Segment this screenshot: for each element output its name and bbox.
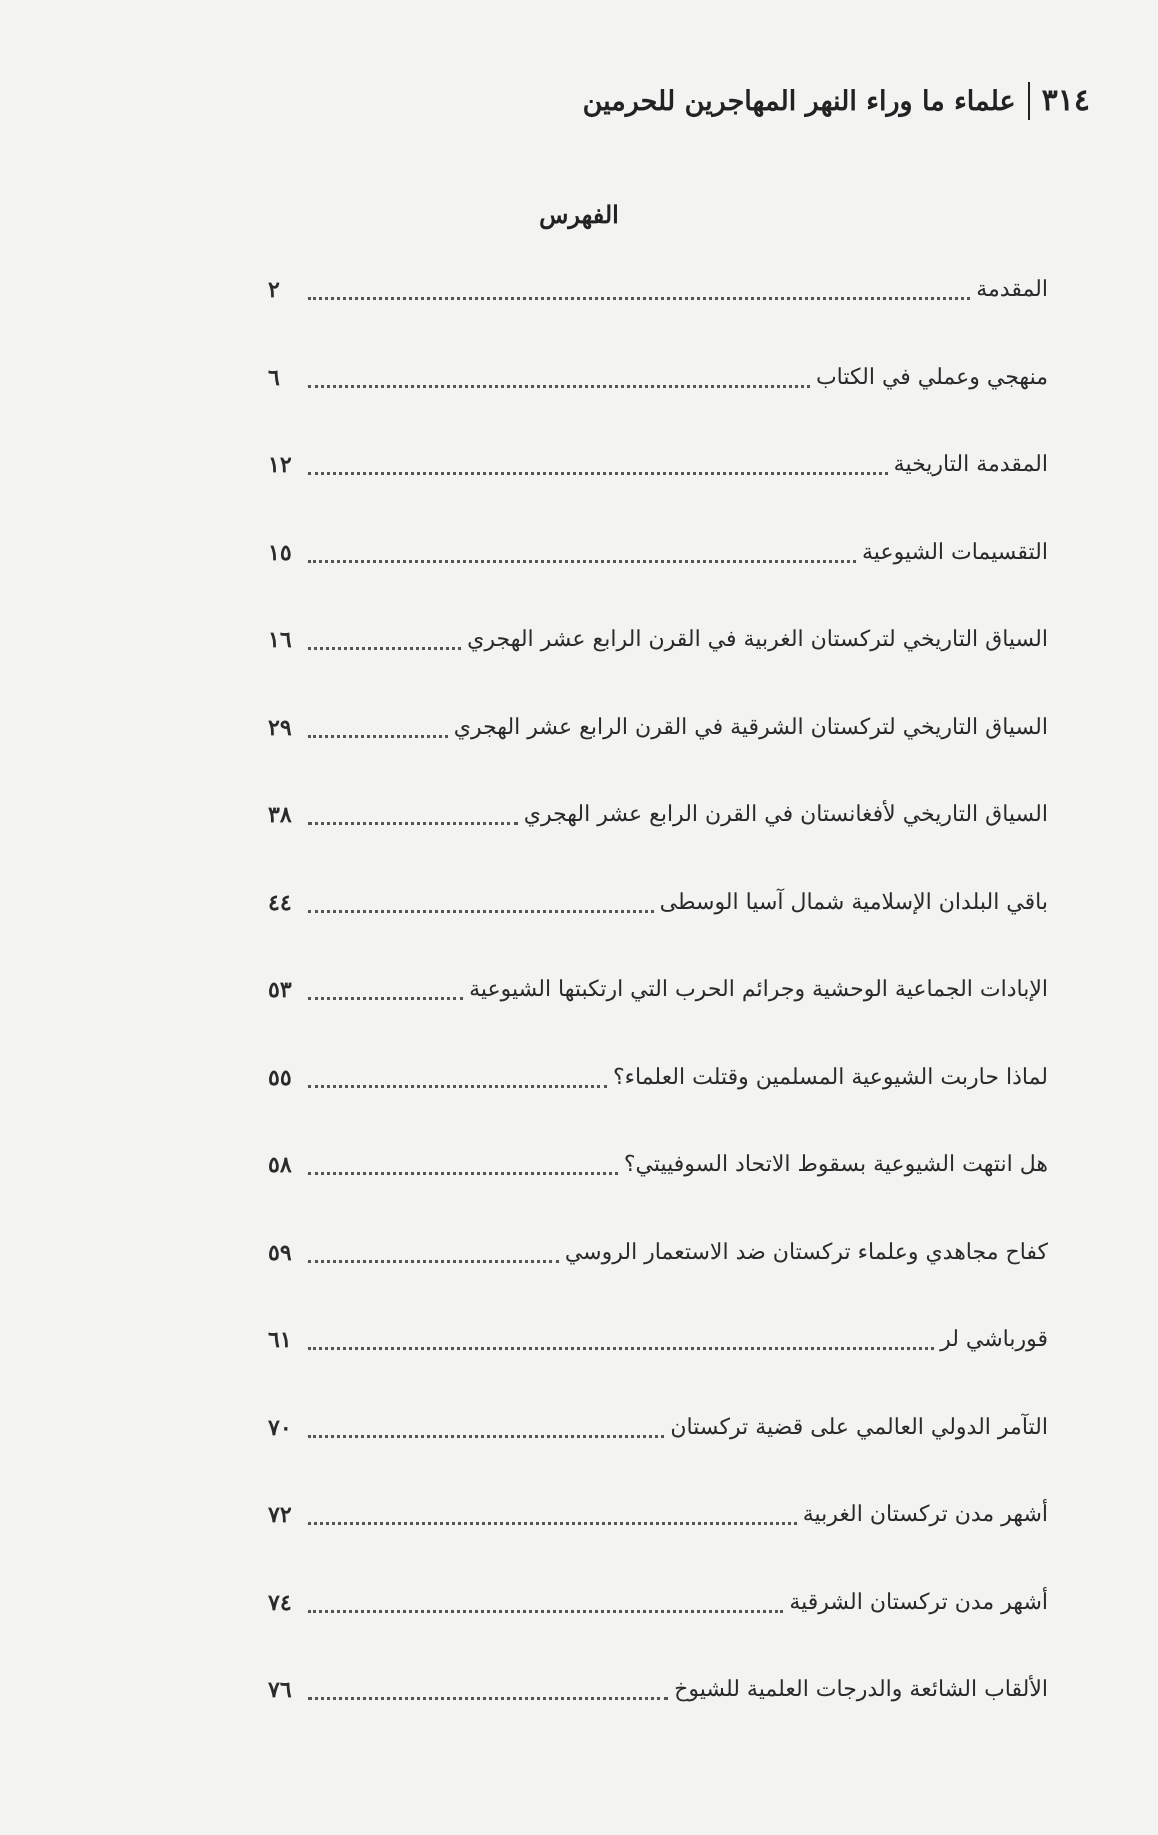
dot-leader (308, 1670, 668, 1710)
toc-entry-page: ١٥ (268, 539, 292, 566)
toc-entry-title: السياق التاريخي لتركستان الشرقية في القرن الرابع عشر الهجري (453, 714, 1048, 740)
page-header (583, 78, 1090, 124)
book-title: علماء ما وراء النهر المهاجرين للحرمين (582, 85, 1016, 117)
dot-leader (308, 270, 970, 310)
toc-entry-title: السياق التاريخي لتركستان الغربية في القرن الرابع عشر الهجري (467, 627, 1048, 652)
dot-leader (308, 1233, 559, 1273)
toc-entry-page: ٧٢ (268, 1502, 292, 1528)
toc-entry-title: قورباشي لر (940, 1327, 1048, 1352)
toc-entry-page: ٥٣ (268, 977, 292, 1003)
dot-leader (308, 795, 518, 835)
toc-entry-page: ٧٦ (268, 1677, 292, 1703)
toc-entry-page: ٥٥ (268, 1064, 292, 1091)
toc-list (268, 270, 1048, 1758)
dot-leader (308, 1495, 797, 1535)
toc-entry (268, 708, 1048, 796)
toc-entry (268, 620, 1048, 708)
toc-entry-title: المقدمة التاريخية (893, 452, 1048, 477)
toc-entry-title: منهجي وعملي في الكتاب (815, 364, 1048, 390)
toc-entry-page: ١٢ (268, 452, 292, 478)
toc-entry (268, 1145, 1048, 1233)
toc-heading: الفهرس (539, 200, 619, 229)
dot-leader (308, 533, 856, 573)
toc-entry-page: ١٦ (268, 627, 292, 653)
toc-entry-page: ٣٨ (268, 802, 292, 828)
dot-leader (308, 883, 654, 923)
toc-entry (268, 1670, 1048, 1758)
page-number: ٣١٤ (1041, 83, 1090, 118)
toc-entry-title: كفاح مجاهدي وعلماء تركستان ضد الاستعمار الروسي (564, 1239, 1048, 1265)
dot-leader (308, 708, 448, 748)
toc-entry-page: ٦١ (268, 1327, 292, 1353)
toc-entry-page: ٦ (268, 364, 280, 391)
toc-entry-title: أشهر مدن تركستان الغربية (802, 1502, 1048, 1527)
toc-entry-page: ٢٩ (268, 714, 292, 741)
toc-entry-title: هل انتهت الشيوعية بسقوط الاتحاد السوفييتي؟ (623, 1152, 1048, 1177)
toc-entry (268, 883, 1048, 971)
toc-entry (268, 970, 1048, 1058)
toc-entry (268, 1495, 1048, 1583)
toc-entry-page: ٥٩ (268, 1239, 292, 1266)
dot-leader (308, 1320, 934, 1360)
dot-leader (308, 970, 463, 1010)
toc-entry (268, 270, 1048, 358)
toc-entry-page: ٤٤ (268, 889, 292, 916)
toc-entry-page: ٧٠ (268, 1414, 292, 1441)
dot-leader (308, 445, 888, 485)
toc-entry-title: التآمر الدولي العالمي على قضية تركستان (670, 1414, 1048, 1440)
toc-entry-page: ٢ (268, 277, 280, 303)
dot-leader (308, 358, 810, 398)
dot-leader (308, 1145, 618, 1185)
toc-entry-page: ٥٨ (268, 1152, 292, 1178)
dot-leader (308, 1583, 783, 1623)
dot-leader (308, 620, 461, 660)
toc-entry-page: ٧٤ (268, 1589, 292, 1616)
toc-entry-title: التقسيمات الشيوعية (862, 539, 1048, 565)
toc-entry (268, 795, 1048, 883)
toc-entry-title: الإبادات الجماعية الوحشية وجرائم الحرب التي ارتكبتها الشيوعية (469, 977, 1048, 1002)
toc-entry-title: أشهر مدن تركستان الشرقية (789, 1589, 1048, 1615)
toc-entry-title: باقي البلدان الإسلامية شمال آسيا الوسطى (659, 889, 1048, 915)
toc-entry (268, 358, 1048, 446)
toc-entry-title: الألقاب الشائعة والدرجات العلمية للشيوخ (674, 1677, 1048, 1702)
toc-entry-title: لماذا حاربت الشيوعية المسلمين وقتلت العلماء؟ (612, 1064, 1048, 1090)
header-divider (1028, 82, 1030, 120)
toc-entry (268, 445, 1048, 533)
dot-leader (308, 1058, 607, 1098)
toc-entry-title: المقدمة (976, 277, 1048, 302)
toc-entry-title: السياق التاريخي لأفغانستان في القرن الرابع عشر الهجري (523, 802, 1048, 827)
toc-entry (268, 1233, 1048, 1321)
dot-leader (308, 1408, 664, 1448)
toc-entry (268, 1058, 1048, 1146)
toc-entry (268, 1408, 1048, 1496)
toc-entry (268, 1583, 1048, 1671)
toc-entry (268, 1320, 1048, 1408)
toc-entry (268, 533, 1048, 621)
